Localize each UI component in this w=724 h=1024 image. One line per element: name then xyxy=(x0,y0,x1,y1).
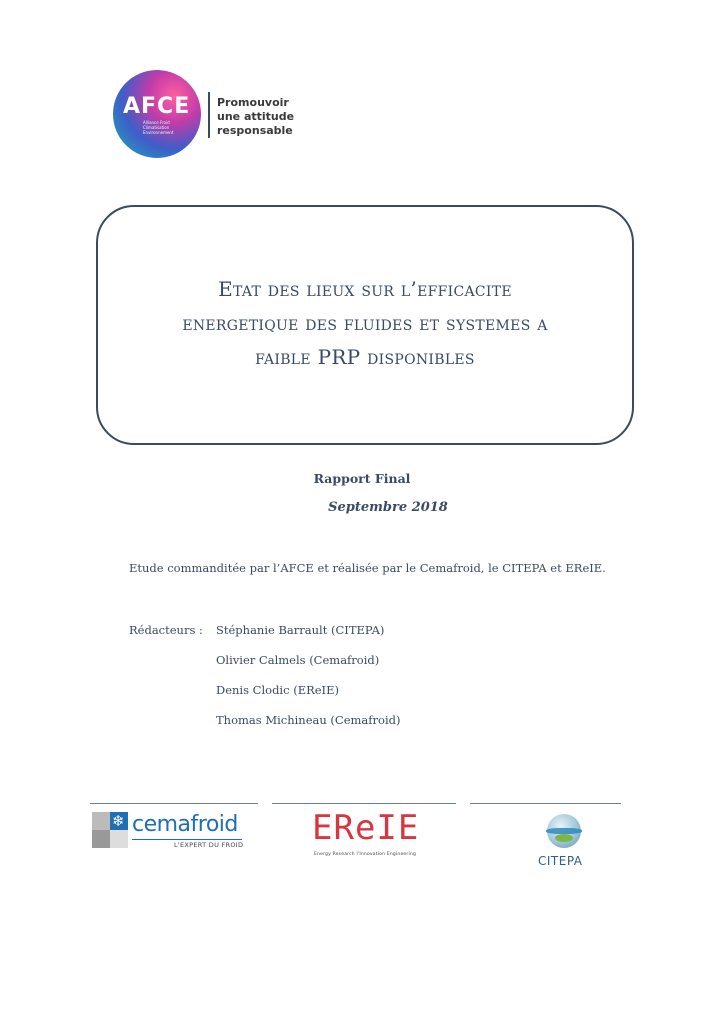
afce-logo-word: AFCE xyxy=(123,94,191,119)
tagline-line: Promouvoir xyxy=(217,96,289,109)
study-description: Etude commanditée par l’AFCE et réalisée par le Cemafroid, le CITEPA et EReIE. xyxy=(129,561,606,575)
afce-logo xyxy=(113,70,293,162)
tagline-line: une attitude xyxy=(217,110,295,123)
ereie-logo xyxy=(312,808,432,862)
authors-label: Rédacteurs : xyxy=(129,623,203,637)
report-label: Rapport Final xyxy=(313,471,411,486)
cemafroid-tagline: L'EXPERT DU FROID xyxy=(174,841,244,849)
report-date: Septembre 2018 xyxy=(328,500,448,515)
footer-rule xyxy=(90,803,258,804)
ereie-tagline: Energy Research l'Innovation Engineering xyxy=(314,852,416,857)
title-line: energetique des fluides et systemes a xyxy=(182,311,548,335)
snowflake-icon: ❄ xyxy=(92,812,128,848)
author-name: Denis Clodic (EReIE) xyxy=(216,683,339,697)
tagline-line: responsable xyxy=(217,124,293,137)
cemafroid-logo xyxy=(92,812,244,852)
title-line: faible PRP disponibles xyxy=(255,345,475,369)
footer-rule xyxy=(470,803,621,804)
logo-divider xyxy=(208,92,210,138)
author-name: Thomas Michineau (Cemafroid) xyxy=(216,713,401,727)
document-title xyxy=(96,272,634,374)
title-line: Etat des lieux sur l’efficacite xyxy=(218,277,512,301)
afce-tagline xyxy=(217,96,307,138)
author-name: Stéphanie Barrault (CITEPA) xyxy=(216,623,385,637)
ereie-wordmark: EReIE xyxy=(312,808,420,848)
citepa-logo xyxy=(538,812,594,868)
cemafroid-wordmark: cemafroid xyxy=(132,812,238,837)
cemafroid-underline xyxy=(132,839,242,840)
footer-rule xyxy=(272,803,456,804)
afce-logo-subtitle: Alliance Froid Climatisation Environnement xyxy=(143,120,174,135)
citepa-wordmark: CITEPA xyxy=(538,854,583,868)
leaf-icon xyxy=(555,834,573,842)
author-name: Olivier Calmels (Cemafroid) xyxy=(216,653,380,667)
